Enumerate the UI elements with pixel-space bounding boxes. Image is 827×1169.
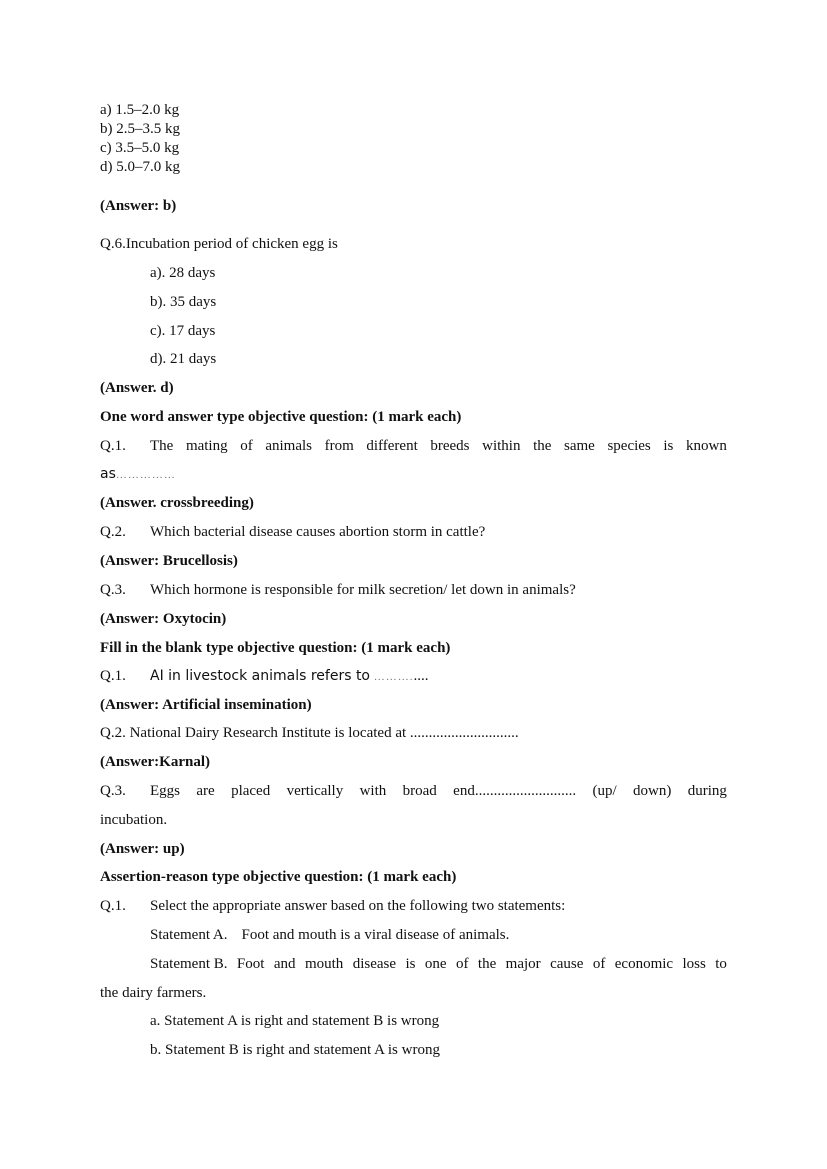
q6-option-d: d). 21 days (150, 351, 217, 367)
word: with (359, 783, 387, 799)
assertion-option-a: a. Statement A is right and statement B is wrong (150, 1013, 440, 1029)
word: broad (402, 783, 437, 799)
assertion-q1 (100, 897, 565, 915)
one-word-heading: One word answer type objective question: (1 mark each) (100, 409, 462, 425)
assertion-heading: Assertion-reason type objective question: (1 mark each) (100, 869, 457, 885)
word: and (273, 956, 296, 972)
q5-option-c: c) 3.5–5.0 kg (100, 140, 180, 156)
q5-option-a: a) 1.5–2.0 kg (100, 102, 180, 118)
q6-option-b: b). 35 days (150, 294, 217, 310)
q6-question: Q.6.Incubation period of chicken egg is (100, 236, 338, 252)
q6-option-c: c). 17 days (150, 323, 216, 339)
word: Foot (236, 956, 265, 972)
statement-b-label: Statement B. (150, 956, 228, 972)
word: mouth (304, 956, 344, 972)
word: Eggs (150, 783, 180, 799)
word: loss (682, 956, 706, 972)
q-number: Q.2. (100, 524, 126, 540)
statement-a (150, 926, 509, 944)
word: mating (185, 438, 228, 454)
statement-a-label: Statement A. (150, 927, 228, 943)
word: from (324, 438, 354, 454)
word: within (482, 438, 521, 454)
statement-a-text: Foot and mouth is a viral disease of animals. (241, 927, 510, 943)
word: placed (231, 783, 271, 799)
blank-light: ………. (373, 671, 414, 683)
fill-blank-q1 (100, 667, 429, 686)
q-number: Q.3. (100, 582, 126, 598)
word: cause (550, 956, 584, 972)
word: economic (614, 956, 674, 972)
fill-blank-q3-answer: (Answer: up) (100, 841, 185, 857)
statement-b-continuation: the dairy farmers. (100, 985, 207, 1001)
word: end........................... (453, 783, 577, 799)
statement-b (150, 955, 727, 973)
fill-blank-heading: Fill in the blank type objective question: (1 mark each) (100, 640, 451, 656)
word: are (196, 783, 215, 799)
fill-blank-q3-number: Q.3. (100, 783, 126, 799)
word: of (592, 956, 606, 972)
q-number: Q.1. (100, 668, 126, 684)
one-word-q1-continuation (100, 465, 176, 484)
blank-dark: .... (413, 668, 429, 684)
one-word-q1-blank: …………… (115, 469, 176, 481)
one-word-q3-answer: (Answer: Oxytocin) (100, 611, 227, 627)
word: the (533, 438, 552, 454)
word: disease (352, 956, 397, 972)
q-text: Select the appropriate answer based on the following two statements: (150, 898, 566, 914)
word: one (424, 956, 447, 972)
word: the (477, 956, 497, 972)
q-text: Which hormone is responsible for milk secretion/ let down in animals? (150, 582, 576, 598)
q6-answer: (Answer. d) (100, 380, 174, 396)
word: species (607, 438, 651, 454)
q6-option-a: a). 28 days (150, 265, 216, 281)
assertion-option-b: b. Statement B is right and statement A is wrong (150, 1042, 440, 1058)
word: of (456, 956, 469, 972)
word: during (687, 783, 727, 799)
word: down) (633, 783, 672, 799)
q5-option-b: b) 2.5–3.5 kg (100, 121, 180, 137)
fill-blank-q1-answer: (Answer: Artificial insemination) (100, 697, 312, 713)
word: breeds (430, 438, 470, 454)
word: The (150, 438, 174, 454)
word: is (405, 956, 416, 972)
word: different (366, 438, 418, 454)
fill-blank-q2-answer: (Answer:Karnal) (100, 754, 210, 770)
word: to (715, 956, 727, 972)
one-word-q1-text (150, 437, 727, 455)
word: animals (265, 438, 312, 454)
q5-answer: (Answer: b) (100, 198, 177, 214)
one-word-q1-cont-prefix: as (100, 466, 116, 482)
q5-option-d: d) 5.0–7.0 kg (100, 159, 180, 175)
word: major (505, 956, 541, 972)
word: of (240, 438, 253, 454)
word: vertically (286, 783, 344, 799)
one-word-q1-number: Q.1. (100, 438, 126, 454)
q-text: Which bacterial disease causes abortion storm in cattle? (150, 524, 486, 540)
word: same (564, 438, 595, 454)
q-number: Q.1. (100, 898, 126, 914)
word: known (686, 438, 727, 454)
word: (up/ (592, 783, 617, 799)
word: is (663, 438, 674, 454)
one-word-q3 (100, 581, 576, 599)
one-word-q2-answer: (Answer: Brucellosis) (100, 553, 238, 569)
q-text: AI in livestock animals refers to (150, 668, 371, 684)
fill-blank-q2: Q.2. National Dairy Research Institute is located at ............................. (100, 725, 519, 741)
one-word-q2 (100, 523, 485, 541)
fill-blank-q3-continuation: incubation. (100, 812, 168, 828)
fill-blank-q3-text (150, 782, 727, 800)
document-page (100, 0, 727, 1169)
one-word-q1-answer: (Answer. crossbreeding) (100, 495, 254, 511)
